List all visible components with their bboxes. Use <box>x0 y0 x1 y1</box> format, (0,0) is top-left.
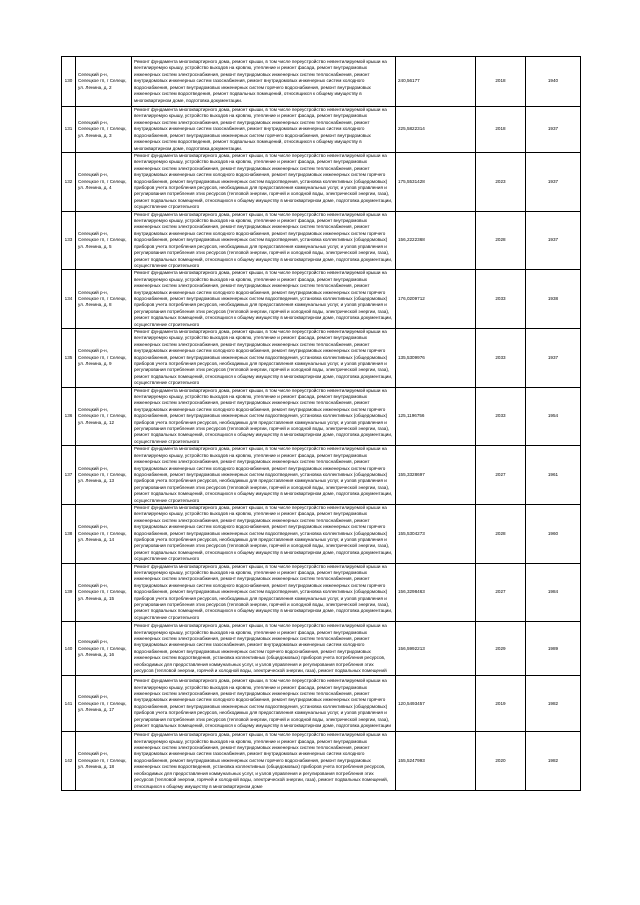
works-cell: Ремонт фундамента многоквартирного дома, ремонт крыши, в том числе переустройство невентилируемой крыши на вентилируемую крышу, устройство выходов на кровлю, утепление и ремонт фасада, ремонт внутридомовых инженерных систем электроснабжения, ремонт внутридомовых инженерных систем теплоснабжения, ремонт внутридомовых инженерных систем холодного водоснабжения, ремонт внутридомовых инженерных систем горячего водоснабжения, ремонт внутридомовых инженерных систем водоотведения, установка коллективных (общедомовых) приборов учета потребления ресурсов, необходимых для предоставления коммунальных услуг, и узлов управления и регулирования потребления этих ресурсов (тепловой энергии, горячей и холодной воды, электрической энергии, газа), ремонт подвальных помещений, относящихся к общему имуществу в многоквартирном доме, подготовка документации, осуществление строительного <box>132 446 396 505</box>
cost-cell: 156,2222368 <box>396 211 476 270</box>
planned-year-cell: 2018 <box>476 57 526 107</box>
construction-year-cell: 1937 <box>526 328 581 387</box>
cost-cell: 120,5493457 <box>396 676 476 732</box>
works-cell: Ремонт фундамента многоквартирного дома, ремонт крыши, в том числе переустройство невентилируемой крыши на вентилируемую крышу, устройство выходов на кровлю, утепление и ремонт фасада, ремонт внутридомовых инженерных систем электроснабжения, ремонт внутридомовых инженерных систем теплоснабжения, ремонт внутридомовых инженерных систем газоснабжения, ремонт внутридомовых инженерных систем холодного водоснабжения, ремонт внутридомовых инженерных систем горячего водоснабжения, ремонт внутридомовых инженерных систем водоотведения, установка коллективных (общедомовых) приборов учета потребления ресурсов, необходимых для предоставления коммунальных услуг, и узлов управления и регулирования потребления этих ресурсов (тепловой энергии, горячей и холодной воды, электрической энергии, газа), ремонт подвальных помещений, относящихся к общему имуществу в многоквартирном доме <box>132 732 396 791</box>
planned-year-cell: 2023 <box>476 153 526 212</box>
row-number-cell: 140 <box>62 622 76 676</box>
planned-year-cell: 2027 <box>476 446 526 505</box>
cost-cell: 135,5309976 <box>396 328 476 387</box>
address-cell: Селецкий р-н, Селецкое гп, г Селецк, ул. Ленина, д. 16 <box>76 622 132 676</box>
cost-cell: 155,5247993 <box>396 732 476 791</box>
table-row <box>62 446 581 505</box>
construction-year-cell: 1937 <box>526 211 581 270</box>
row-number-cell: 137 <box>62 446 76 505</box>
construction-year-cell: 1937 <box>526 107 581 153</box>
works-cell: Ремонт фундамента многоквартирного дома, ремонт крыши, в том числе переустройство невентилируемой крыши на вентилируемую крышу, устройство выходов на кровлю, утепление и ремонт фасада, ремонт внутридомовых инженерных систем электроснабжения, ремонт внутридомовых инженерных систем теплоснабжения, ремонт внутридомовых инженерных систем холодного водоснабжения, ремонт внутридомовых инженерных систем горячего водоснабжения, ремонт внутридомовых инженерных систем водоотведения, установка коллективных (общедомовых) приборов учета потребления ресурсов, необходимых для предоставления коммунальных услуг, и узлов управления и регулирования потребления этих ресурсов (тепловой энергии, горячей и холодной воды, электрической энергии, газа), ремонт подвальных помещений, относящихся к общему имуществу в многоквартирном доме, подготовка документации <box>132 676 396 732</box>
construction-year-cell: 1989 <box>526 622 581 676</box>
cost-cell: 240,56177 <box>396 57 476 107</box>
planned-year-cell: 2033 <box>476 270 526 329</box>
row-number-cell: 138 <box>62 504 76 563</box>
repair-registry-table <box>61 56 581 791</box>
construction-year-cell: 1961 <box>526 446 581 505</box>
cost-cell: 156,5992213 <box>396 622 476 676</box>
planned-year-cell: 2029 <box>476 622 526 676</box>
row-number-cell: 132 <box>62 153 76 212</box>
construction-year-cell: 1982 <box>526 676 581 732</box>
cost-cell: 156,3298463 <box>396 563 476 622</box>
cost-cell: 175,5531428 <box>396 153 476 212</box>
table-row <box>62 676 581 732</box>
planned-year-cell: 2018 <box>476 107 526 153</box>
address-cell: Селецкий р-н, Селецкое гп, г Селецк, ул. Ленина, д. 15 <box>76 563 132 622</box>
table-row <box>62 211 581 270</box>
cost-cell: 225,5822314 <box>396 107 476 153</box>
address-cell: Селецкий р-н, Селецкое гп, г Селецк, ул. Ленина, д. 18 <box>76 732 132 791</box>
planned-year-cell: 2027 <box>476 563 526 622</box>
works-cell: Ремонт фундамента многоквартирного дома, ремонт крыши, в том числе переустройство невентилируемой крыши на вентилируемую крышу, устройство выходов на кровлю, утепление и ремонт фасада, ремонт внутридомовых инженерных систем электроснабжения, ремонт внутридомовых инженерных систем теплоснабжения, ремонт внутридомовых инженерных систем холодного водоснабжения, ремонт внутридомовых инженерных систем горячего водоснабжения, ремонт внутридомовых инженерных систем водоотведения, установка коллективных (общедомовых) приборов учета потребления ресурсов, необходимых для предоставления коммунальных услуг, и узлов управления и регулирования потребления этих ресурсов (тепловой энергии, горячей и холодной воды, электрической энергии, газа), ремонт подвальных помещений, относящихся к общему имуществу в многоквартирном доме, подготовка документации, осуществление строительного <box>132 387 396 446</box>
construction-year-cell: 1938 <box>526 270 581 329</box>
works-cell: Ремонт фундамента многоквартирного дома, ремонт крыши, в том числе переустройство невентилируемой крыши на вентилируемую крышу, устройство выходов на кровлю, утепление и ремонт фасада, ремонт внутридомовых инженерных систем электроснабжения, ремонт внутридомовых инженерных систем теплоснабжения, ремонт внутридомовых инженерных систем газоснабжения, ремонт внутридомовых инженерных систем холодного водоснабжения, ремонт внутридомовых инженерных систем горячего водоснабжения, ремонт внутридомовых инженерных систем водоотведения, ремонт подвальных помещений, относящихся к общему имуществу в многоквартирном доме, подготовка документации. <box>132 107 396 153</box>
row-number-cell: 142 <box>62 732 76 791</box>
construction-year-cell: 1937 <box>526 153 581 212</box>
construction-year-cell: 1982 <box>526 732 581 791</box>
row-number-cell: 135 <box>62 328 76 387</box>
address-cell: Селецкий р-н, Селецкое гп, г Селецк, ул. Ленина, д. 13 <box>76 446 132 505</box>
row-number-cell: 136 <box>62 387 76 446</box>
table-row <box>62 57 581 107</box>
planned-year-cell: 2019 <box>476 676 526 732</box>
address-cell: Селецкий р-н, Селецкое гп, г Селецк, ул. Ленина, д. 8 <box>76 270 132 329</box>
table-row <box>62 563 581 622</box>
address-cell: Селецкий р-н, Селецкое гп, г Селецк, ул. Ленина, д. 12 <box>76 387 132 446</box>
planned-year-cell: 2028 <box>476 211 526 270</box>
row-number-cell: 134 <box>62 270 76 329</box>
works-cell: Ремонт фундамента многоквартирного дома, ремонт крыши, в том числе переустройство невентилируемой крыши на вентилируемую крышу, устройство выходов на кровлю, утепление и ремонт фасада, ремонт внутридомовых инженерных систем электроснабжения, ремонт внутридомовых инженерных систем теплоснабжения, ремонт внутридомовых инженерных систем холодного водоснабжения, ремонт внутридомовых инженерных систем горячего водоснабжения, ремонт внутридомовых инженерных систем водоотведения, установка коллективных (общедомовых) приборов учета потребления ресурсов, необходимых для предоставления коммунальных услуг, и узлов управления и регулирования потребления этих ресурсов (тепловой энергии, горячей и холодной воды, электрической энергии, газа), ремонт подвальных помещений, относящихся к общему имуществу в многоквартирном доме, подготовка документации, осуществление строительного <box>132 153 396 212</box>
construction-year-cell: 1960 <box>526 504 581 563</box>
works-cell: Ремонт фундамента многоквартирного дома, ремонт крыши, в том числе переустройство невентилируемой крыши на вентилируемую крышу, устройство выходов на кровлю, утепление и ремонт фасада, ремонт внутридомовых инженерных систем электроснабжения, ремонт внутридомовых инженерных систем теплоснабжения, ремонт внутридомовых инженерных систем холодного водоснабжения, ремонт внутридомовых инженерных систем горячего водоснабжения, ремонт внутридомовых инженерных систем водоотведения, установка коллективных (общедомовых) приборов учета потребления ресурсов, необходимых для предоставления коммунальных услуг, и узлов управления и регулирования потребления этих ресурсов (тепловой энергии, горячей и холодной воды, электрической энергии, газа), ремонт подвальных помещений, относящихся к общему имуществу в многоквартирном доме, подготовка документации, осуществление строительного <box>132 211 396 270</box>
works-cell: Ремонт фундамента многоквартирного дома, ремонт крыши, в том числе переустройство невентилируемой крыши на вентилируемую крышу, устройство выходов на кровлю, утепление и ремонт фасада, ремонт внутридомовых инженерных систем электроснабжения, ремонт внутридомовых инженерных систем теплоснабжения, ремонт внутридомовых инженерных систем холодного водоснабжения, ремонт внутридомовых инженерных систем горячего водоснабжения, ремонт внутридомовых инженерных систем водоотведения, установка коллективных (общедомовых) приборов учета потребления ресурсов, необходимых для предоставления коммунальных услуг, и узлов управления и регулирования потребления этих ресурсов (тепловой энергии, горячей и холодной воды, электрической энергии, газа), ремонт подвальных помещений, относящихся к общему имуществу в многоквартирном доме, подготовка документации, осуществление строительного <box>132 504 396 563</box>
table-row <box>62 732 581 791</box>
table-row <box>62 107 581 153</box>
table-row <box>62 328 581 387</box>
cost-cell: 125,1196756 <box>396 387 476 446</box>
address-cell: Селецкий р-н, Селецкое гп, г Селецк, ул. Ленина, д. 4 <box>76 153 132 212</box>
address-cell: Селецкий р-н, Селецкое гп, г Селецк, ул. Ленина, д. 3 <box>76 107 132 153</box>
row-number-cell: 131 <box>62 107 76 153</box>
cost-cell: 155,5304273 <box>396 504 476 563</box>
table-row <box>62 387 581 446</box>
row-number-cell: 141 <box>62 676 76 732</box>
address-cell: Селецкий р-н, Селецкое гп, г Селецк, ул. Ленина, д. 5 <box>76 211 132 270</box>
registry-sheet <box>61 56 580 791</box>
works-cell: Ремонт фундамента многоквартирного дома, ремонт крыши, в том числе переустройство невентилируемой крыши на вентилируемую крышу, устройство выходов на кровлю, утепление и ремонт фасада, ремонт внутридомовых инженерных систем электроснабжения, ремонт внутридомовых инженерных систем теплоснабжения, ремонт внутридомовых инженерных систем холодного водоснабжения, ремонт внутридомовых инженерных систем горячего водоснабжения, ремонт внутридомовых инженерных систем водоотведения, установка коллективных (общедомовых) приборов учета потребления ресурсов, необходимых для предоставления коммунальных услуг, и узлов управления и регулирования потребления этих ресурсов (тепловой энергии, горячей и холодной воды, электрической энергии, газа), ремонт подвальных помещений, относящихся к общему имуществу в многоквартирном доме, подготовка документации, осуществление строительного <box>132 328 396 387</box>
address-cell: Селецкий р-н, Селецкое гп, г Селецк, ул. Ленина, д. 9 <box>76 328 132 387</box>
table-row <box>62 622 581 676</box>
address-cell: Селецкий р-н, Селецкое гп, г Селецк, ул. Ленина, д. 2 <box>76 57 132 107</box>
construction-year-cell: 1954 <box>526 387 581 446</box>
works-cell: Ремонт фундамента многоквартирного дома, ремонт крыши, в том числе переустройство невентилируемой крыши на вентилируемую крышу, устройство выходов на кровлю, утепление и ремонт фасада, ремонт внутридомовых инженерных систем электроснабжения, ремонт внутридомовых инженерных систем теплоснабжения, ремонт внутридомовых инженерных систем холодного водоснабжения, ремонт внутридомовых инженерных систем горячего водоснабжения, ремонт внутридомовых инженерных систем водоотведения, установка коллективных (общедомовых) приборов учета потребления ресурсов, необходимых для предоставления коммунальных услуг, и узлов управления и регулирования потребления этих ресурсов (тепловой энергии, горячей и холодной воды, электрической энергии, газа), ремонт подвальных помещений, относящихся к общему имуществу в многоквартирном доме, подготовка документации, осуществление строительного <box>132 270 396 329</box>
table-row <box>62 504 581 563</box>
address-cell: Селецкий р-н, Селецкое гп, г Селецк, ул. Ленина, д. 17 <box>76 676 132 732</box>
construction-year-cell: 1984 <box>526 563 581 622</box>
construction-year-cell: 1940 <box>526 57 581 107</box>
planned-year-cell: 2033 <box>476 387 526 446</box>
works-cell: Ремонт фундамента многоквартирного дома, ремонт крыши, в том числе переустройство невентилируемой крыши на вентилируемую крышу, устройство выходов на кровлю, утепление и ремонт фасада, ремонт внутридомовых инженерных систем электроснабжения, ремонт внутридомовых инженерных систем теплоснабжения, ремонт внутридомовых инженерных систем газоснабжения, ремонт внутридомовых инженерных систем холодного водоснабжения, ремонт внутридомовых инженерных систем горячего водоснабжения, ремонт внутридомовых инженерных систем водоотведения, ремонт подвальных помещений, относящихся к общему имуществу в многоквартирном доме, подготовка документации. <box>132 57 396 107</box>
registry-body <box>62 57 581 791</box>
cost-cell: 155,3328697 <box>396 446 476 505</box>
row-number-cell: 133 <box>62 211 76 270</box>
planned-year-cell: 2028 <box>476 504 526 563</box>
row-number-cell: 139 <box>62 563 76 622</box>
table-row <box>62 270 581 329</box>
works-cell: Ремонт фундамента многоквартирного дома, ремонт крыши, в том числе переустройство невентилируемой крыши на вентилируемую крышу, устройство выходов на кровлю, утепление и ремонт фасада, ремонт внутридомовых инженерных систем электроснабжения, ремонт внутридомовых инженерных систем теплоснабжения, ремонт внутридомовых инженерных систем газоснабжения, ремонт внутридомовых инженерных систем холодного водоснабжения, ремонт внутридомовых инженерных систем горячего водоснабжения, ремонт внутридомовых инженерных систем водоотведения, установка коллективных (общедомовых) приборов учета потребления ресурсов, необходимых для предоставления коммунальных услуг, и узлов управления и регулирования потребления этих ресурсов (тепловой энергии, горячей и холодной воды, электрической энергии, газа), ремонт подвальных помещений <box>132 622 396 676</box>
table-row <box>62 153 581 212</box>
address-cell: Селецкий р-н, Селецкое гп, г Селецк, ул. Ленина, д. 14 <box>76 504 132 563</box>
planned-year-cell: 2033 <box>476 328 526 387</box>
cost-cell: 176,0209712 <box>396 270 476 329</box>
planned-year-cell: 2020 <box>476 732 526 791</box>
row-number-cell: 130 <box>62 57 76 107</box>
works-cell: Ремонт фундамента многоквартирного дома, ремонт крыши, в том числе переустройство невентилируемой крыши на вентилируемую крышу, устройство выходов на кровлю, утепление и ремонт фасада, ремонт внутридомовых инженерных систем электроснабжения, ремонт внутридомовых инженерных систем теплоснабжения, ремонт внутридомовых инженерных систем холодного водоснабжения, ремонт внутридомовых инженерных систем горячего водоснабжения, ремонт внутридомовых инженерных систем водоотведения, установка коллективных (общедомовых) приборов учета потребления ресурсов, необходимых для предоставления коммунальных услуг, и узлов управления и регулирования потребления этих ресурсов (тепловой энергии, горячей и холодной воды, электрической энергии, газа), ремонт подвальных помещений, относящихся к общему имуществу в многоквартирном доме, подготовка документации, осуществление строительного <box>132 563 396 622</box>
